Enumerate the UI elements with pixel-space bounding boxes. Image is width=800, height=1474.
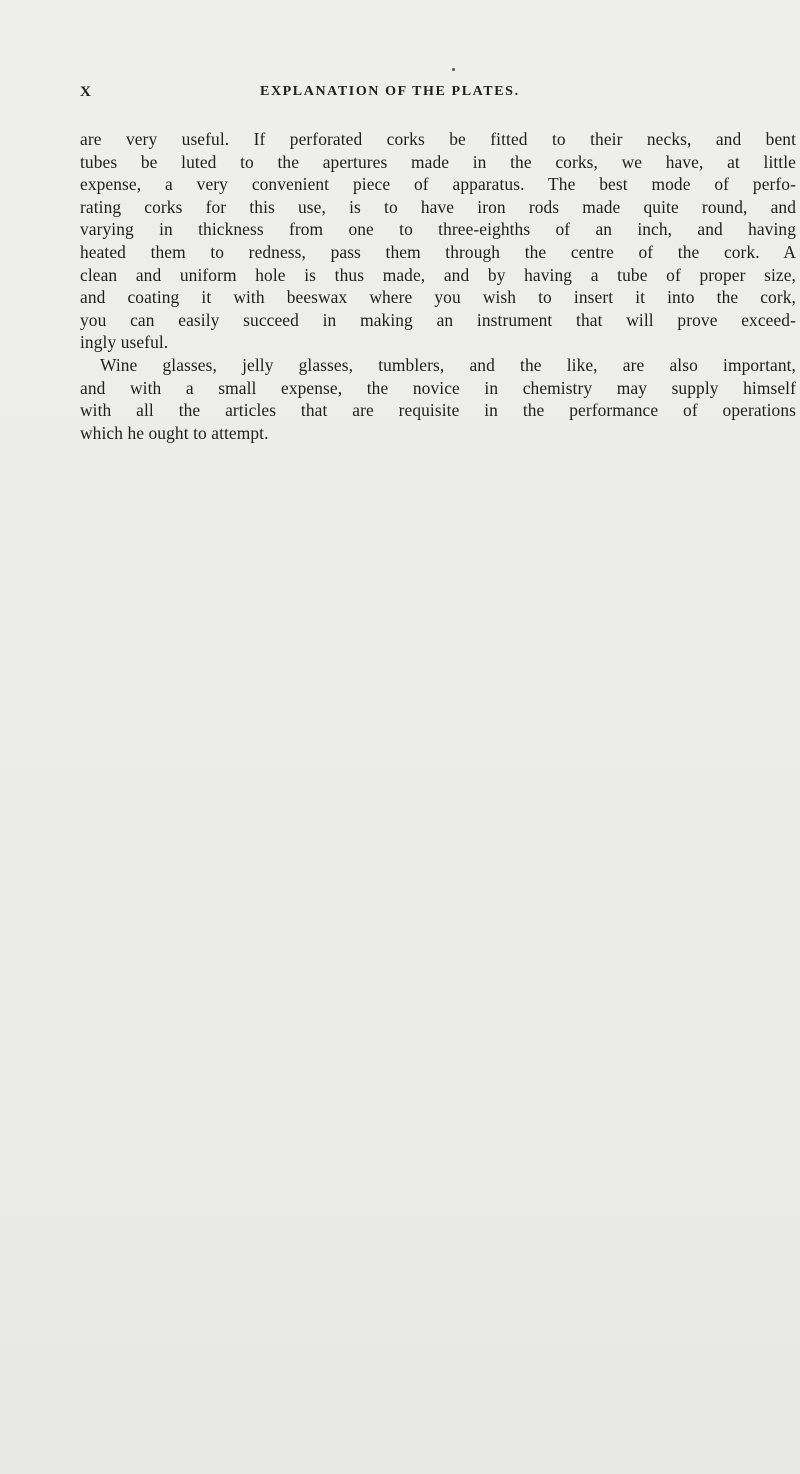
- text-line: which he ought to attempt.: [80, 422, 269, 443]
- text-line: are very useful. If perforated corks be fitted to their necks, and bent: [80, 129, 796, 149]
- ink-speck: [452, 68, 455, 71]
- page-number: X: [80, 84, 92, 100]
- text-line: expense, a very convenient piece of apparatus. The best mode of perfo-: [80, 174, 796, 195]
- text-line: Wine glasses, jelly glasses, tumblers, and the like, are also important,: [100, 354, 796, 375]
- paragraph-1: [80, 128, 796, 354]
- text-line: heated them to redness, pass them through the centre of the cork. A: [80, 241, 796, 262]
- running-head: [80, 84, 780, 104]
- text-line: ingly useful.: [80, 332, 169, 353]
- paragraph-2: [80, 354, 796, 444]
- running-title: EXPLANATION OF THE PLATES.: [260, 84, 520, 99]
- text-line: you can easily succeed in making an instrument that will prove exceed-: [80, 309, 796, 330]
- text-line: and coating it with beeswax where you wish to insert it into the cork,: [80, 287, 796, 308]
- text-line: clean and uniform hole is thus made, and by having a tube of proper size,: [80, 264, 796, 285]
- text-line: varying in thickness from one to three-eighths of an inch, and having: [80, 219, 796, 240]
- text-line: tubes be luted to the apertures made in the corks, we have, at little: [80, 151, 796, 172]
- text-line: and with a small expense, the novice in chemistry may supply himself: [80, 377, 796, 398]
- body-text: [80, 128, 796, 444]
- text-line: with all the articles that are requisite in the performance of operations: [80, 400, 796, 421]
- text-line: rating corks for this use, is to have iron rods made quite round, and: [80, 196, 796, 217]
